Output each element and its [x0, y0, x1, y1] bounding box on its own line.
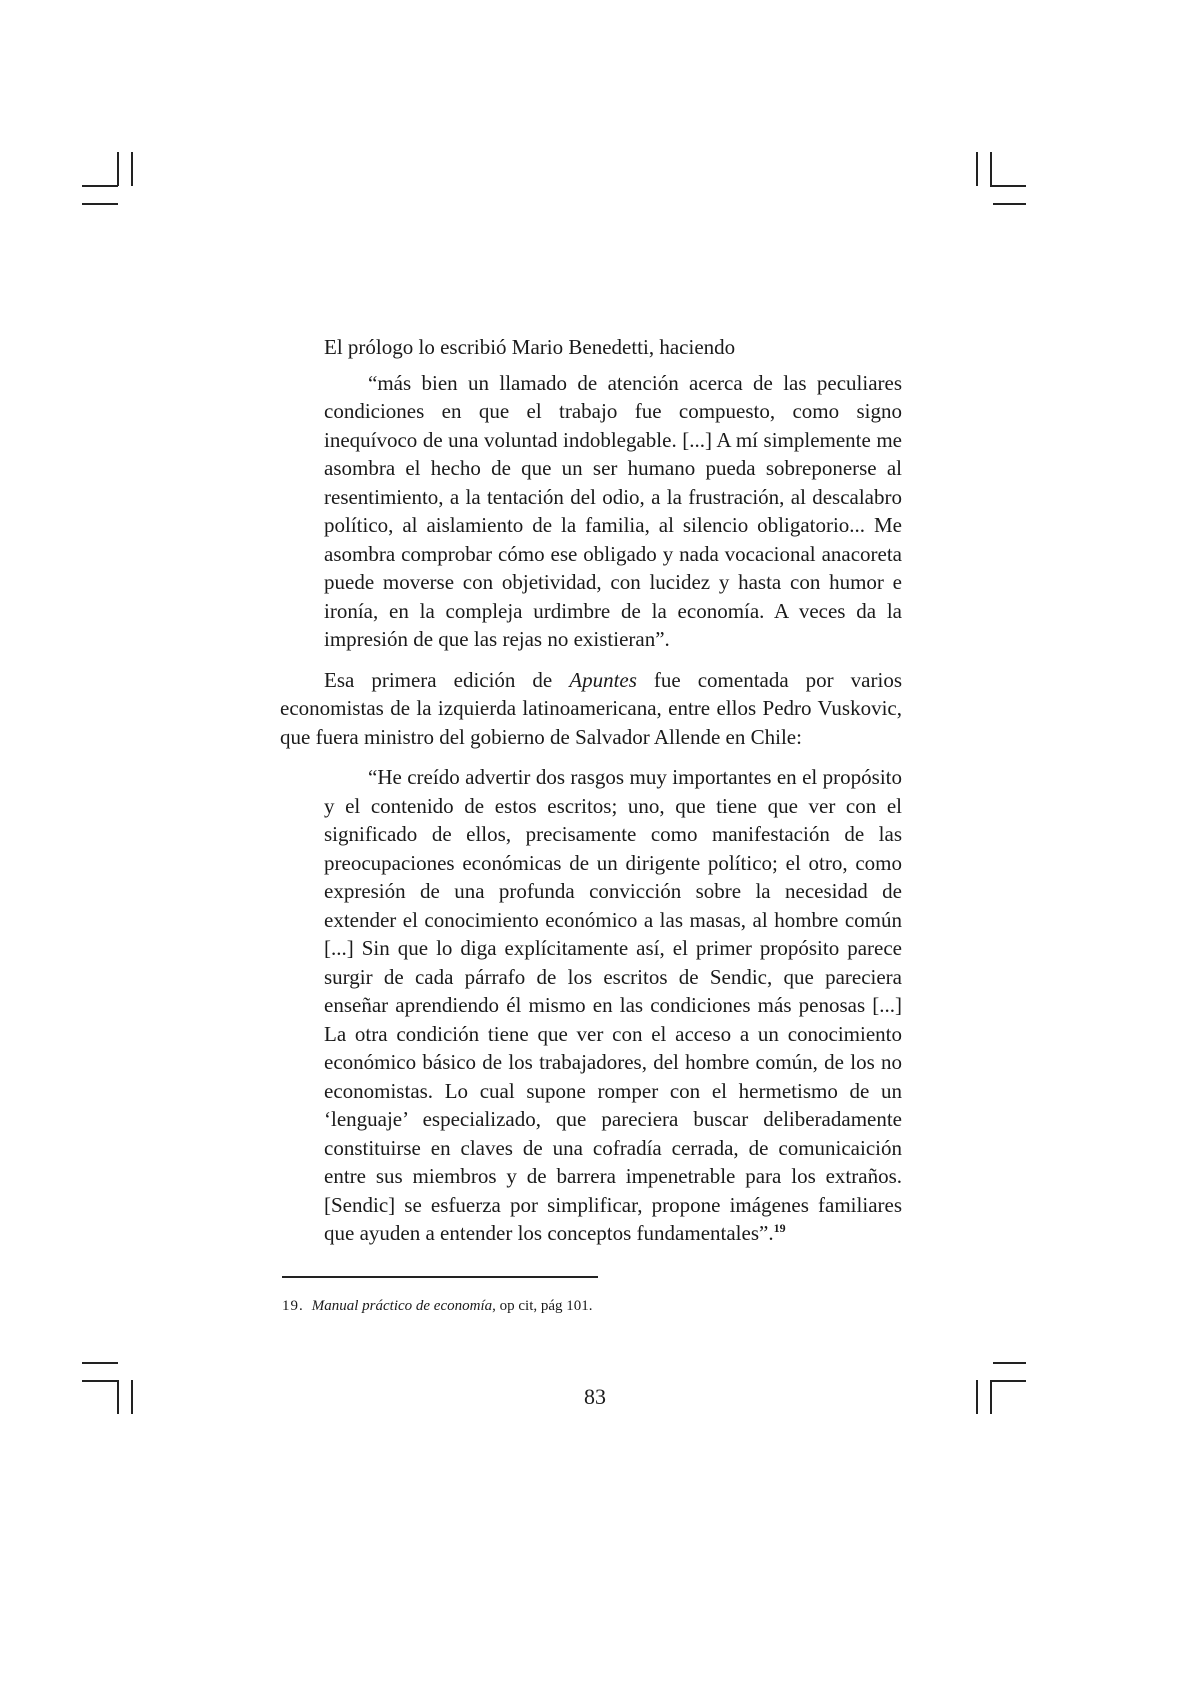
quote-benedetti: “más bien un llamado de atención acerca de las peculiares condiciones en que el trabajo fue compuesto, como signo inequívoco de una voluntad indoblegable. [...] A mí simplemente me asombra el hecho de que un ser humano pueda sobreponerse al resentimiento, a la tentación del odio, a la frustración, al descalabro político, al aislamiento de la familia, al silencio obligatorio... Me asombra comprobar cómo ese obligado y nada vocacional anacoreta puede moverse con objetividad, con lucidez y hasta con humor e ironía, en la compleja urdimbre de la economía. A veces da la impresión de que las rejas no existieran”.	[324, 370, 902, 651]
footnote-reference[interactable]: 19	[773, 1221, 786, 1235]
paragraph-apuntes	[280, 666, 902, 752]
crop-mark-top-right-v1	[976, 152, 978, 186]
quote-vuskovic	[280, 763, 902, 1248]
crop-mark-bottom-left-h1	[82, 1380, 118, 1382]
crop-mark-bottom-right-h2	[993, 1362, 1026, 1364]
crop-mark-bottom-right-h1	[990, 1380, 1026, 1382]
paragraph-apuntes-part2: fue comentada por varios economistas de la izquierda latinoamericana, entre ellos Pedro Vuskovic, que fuera ministro del gobierno de Salvador Allende en Chile:	[280, 667, 902, 749]
crop-mark-top-left-h2	[82, 203, 118, 205]
paragraph-intro: El prólogo lo escribió Mario Benedetti, haciendo	[324, 335, 736, 359]
crop-mark-bottom-left-h2	[82, 1362, 118, 1364]
footnote-number: 19.	[282, 1298, 304, 1314]
paragraph-apuntes-part1: Esa primera edición de	[324, 667, 570, 692]
crop-mark-top-left-h1	[82, 185, 118, 187]
footnote-source-title: Manual práctico de economía	[311, 1298, 493, 1314]
footnote-source-details: , op cit, pág 101.	[492, 1298, 593, 1314]
footnote-separator	[282, 1276, 598, 1278]
crop-mark-top-left-v2	[131, 152, 133, 186]
page-number: 83	[584, 1384, 606, 1409]
crop-mark-top-right-h1	[990, 185, 1026, 187]
book-title-apuntes: Apuntes	[569, 667, 637, 692]
crop-mark-top-left-v1	[117, 152, 119, 186]
crop-mark-top-right-h2	[993, 203, 1026, 205]
crop-mark-top-right-v2	[990, 152, 992, 186]
quote-vuskovic-text: “He creído advertir dos rasgos muy importantes en el propósito y el contenido de estos escritos; uno, que tiene que ver con el significado de ellos, precisamente como manifestación de las preocupaciones económicas de un dirigente político; el otro, como expresión de una profunda convicción sobre la necesidad de extender el conocimiento económico a las masas, al hombre común [...] Sin que lo diga explícitamente así, el primer propósito parece surgir de cada párrafo de los escritos de Sendic, que pareciera enseñar aprendiendo él mismo en las condiciones más penosas [...] La otra condición tiene que ver con el acceso a un conocimiento económico básico de los trabajadores, del hombre común, de los no economistas. Lo cual supone romper con el hermetismo de un ‘lenguaje’ especializado, que pareciera buscar deliberadamente constituirse en claves de una cofradía cerrada, de comunicaición entre sus miembros y de barrera impenetrable para los extraños. [Sendic] se esfuerza por simplificar, propone imágenes familiares que ayuden a entender los conceptos fundamentales”.	[324, 765, 902, 1245]
footnote	[282, 1296, 593, 1316]
body-text	[280, 333, 902, 1248]
